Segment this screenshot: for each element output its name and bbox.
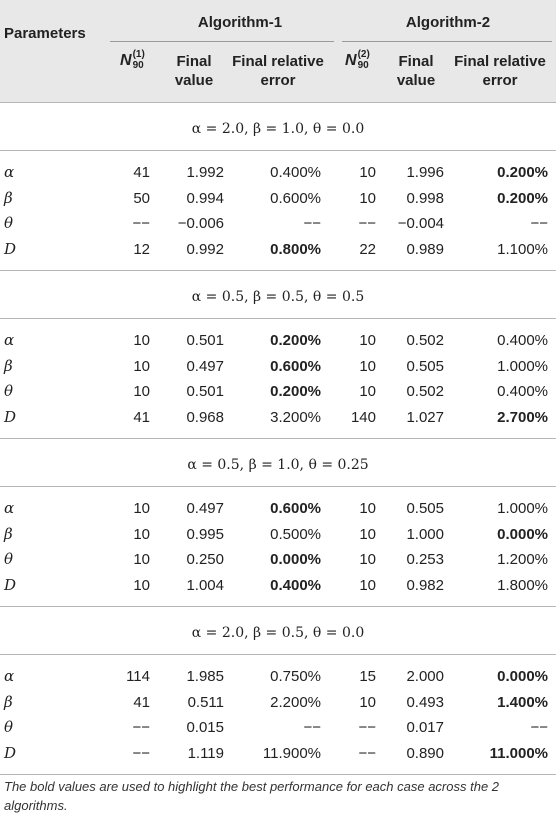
n90-2-cell: 10 bbox=[359, 693, 376, 711]
final-value-2-cell: 1.000 bbox=[406, 525, 444, 543]
final-error-2-cell: 2.700% bbox=[497, 408, 548, 426]
final-value-2-cell: 0.253 bbox=[406, 551, 444, 568]
n90-1-cell: 41 bbox=[133, 408, 150, 426]
final-error-1-cell: 0.600% bbox=[270, 357, 321, 375]
case-label: α = 0.5, β = 0.5, θ = 0.5 bbox=[191, 289, 365, 305]
final-error-2-cell: 1.100% bbox=[497, 240, 548, 258]
n90-2-cell: 10 bbox=[359, 551, 376, 568]
algorithm-1-underline bbox=[110, 41, 334, 42]
table-row bbox=[0, 740, 556, 767]
final-error-2-cell: 1.800% bbox=[497, 576, 548, 594]
final-value-2-cell: 0.502 bbox=[406, 332, 444, 349]
final-error-1-cell: 2.200% bbox=[270, 693, 321, 711]
algorithm-2-underline bbox=[342, 41, 552, 42]
n90-2-cell: −− bbox=[358, 215, 376, 232]
final-relative-error-1-header: Final relative error bbox=[232, 53, 324, 89]
table-row bbox=[0, 714, 556, 741]
parameter-cell: D bbox=[4, 575, 17, 594]
n90-1-cell: 50 bbox=[133, 189, 150, 207]
n90-2-cell: 10 bbox=[359, 383, 376, 400]
n90-2-header: N (2) 90 bbox=[345, 49, 370, 71]
parameter-cell: θ bbox=[4, 718, 14, 736]
final-value-2-header: Final value bbox=[396, 53, 436, 89]
n90-1-cell: 41 bbox=[133, 693, 150, 711]
final-value-1-cell: 0.511 bbox=[187, 693, 224, 711]
table-footnote: The bold values are used to highlight the best performance for each case across the 2 algorithms. bbox=[4, 779, 500, 813]
n90-1-cell: 10 bbox=[133, 383, 150, 400]
final-value-1-cell: 1.985 bbox=[186, 668, 224, 685]
final-error-2-cell: 0.000% bbox=[497, 668, 548, 685]
final-value-2-cell: 0.998 bbox=[406, 189, 444, 207]
n90-2-cell: −− bbox=[358, 719, 376, 736]
parameter-cell: D bbox=[4, 239, 17, 258]
divider bbox=[0, 486, 556, 487]
final-error-2-cell: 0.400% bbox=[497, 332, 548, 349]
final-error-2-cell: 0.200% bbox=[497, 189, 548, 207]
divider bbox=[0, 102, 556, 103]
table-row bbox=[0, 185, 556, 212]
parameter-cell: β bbox=[4, 524, 13, 543]
final-error-2-cell: 1.000% bbox=[497, 500, 548, 517]
divider bbox=[0, 654, 556, 655]
n90-2-cell: 22 bbox=[359, 240, 376, 258]
final-error-2-cell: 1.200% bbox=[497, 551, 548, 568]
final-value-1-cell: 0.501 bbox=[186, 383, 224, 400]
final-value-1-cell: 0.497 bbox=[186, 357, 224, 375]
final-error-2-cell: −− bbox=[530, 719, 548, 736]
table-row bbox=[0, 159, 556, 186]
final-value-2-cell: 2.000 bbox=[406, 668, 444, 685]
parameter-cell: α bbox=[4, 667, 15, 685]
final-value-1-header: Final value bbox=[174, 53, 214, 89]
final-error-1-cell: 0.000% bbox=[270, 551, 321, 568]
table-row bbox=[0, 327, 556, 354]
parameter-cell: D bbox=[4, 743, 17, 762]
parameter-cell: θ bbox=[4, 550, 14, 568]
final-error-1-cell: 0.600% bbox=[270, 189, 321, 207]
n90-1-cell: 10 bbox=[133, 525, 150, 543]
n90-1-cell: 10 bbox=[133, 357, 150, 375]
final-error-1-cell: 0.750% bbox=[270, 668, 321, 685]
case-label: α = 2.0, β = 0.5, θ = 0.0 bbox=[191, 625, 365, 641]
case-label: α = 0.5, β = 1.0, θ = 0.25 bbox=[187, 457, 369, 473]
parameter-cell: α bbox=[4, 331, 15, 349]
final-error-1-cell: 0.400% bbox=[270, 164, 321, 181]
table-row bbox=[0, 353, 556, 380]
final-value-1-cell: 0.250 bbox=[186, 551, 224, 568]
final-error-1-cell: 0.800% bbox=[270, 240, 321, 258]
parameter-cell: D bbox=[4, 407, 17, 426]
final-value-1-cell: 1.992 bbox=[186, 164, 224, 181]
table-row bbox=[0, 572, 556, 599]
final-value-2-cell: 0.505 bbox=[406, 357, 444, 375]
final-value-2-cell: 0.493 bbox=[406, 693, 444, 711]
final-value-2-cell: 1.027 bbox=[406, 408, 444, 426]
table-row bbox=[0, 236, 556, 263]
n90-1-cell: −− bbox=[132, 719, 150, 736]
final-value-1-cell: 0.501 bbox=[186, 332, 224, 349]
parameters-header: Parameters bbox=[4, 25, 86, 42]
final-value-2-cell: 0.017 bbox=[406, 719, 444, 736]
final-relative-error-2-header: Final relative error bbox=[454, 53, 546, 89]
n90-1-cell: 10 bbox=[133, 500, 150, 517]
final-value-1-cell: 0.992 bbox=[186, 240, 224, 258]
n90-2-cell: 10 bbox=[359, 357, 376, 375]
parameter-cell: θ bbox=[4, 382, 14, 400]
final-value-1-cell: 0.497 bbox=[186, 500, 224, 517]
final-value-1-cell: 0.015 bbox=[186, 719, 224, 736]
divider bbox=[0, 606, 556, 607]
n90-1-cell: 12 bbox=[133, 240, 150, 258]
divider bbox=[0, 318, 556, 319]
final-error-2-cell: 0.400% bbox=[497, 383, 548, 400]
final-value-2-cell: 0.890 bbox=[406, 744, 444, 762]
table-row bbox=[0, 663, 556, 690]
parameter-cell: α bbox=[4, 499, 15, 517]
final-error-2-cell: −− bbox=[530, 215, 548, 232]
n90-1-cell: 10 bbox=[133, 332, 150, 349]
divider bbox=[0, 438, 556, 439]
n90-2-cell: 10 bbox=[359, 576, 376, 594]
table-row bbox=[0, 210, 556, 237]
final-value-1-cell: 0.994 bbox=[186, 189, 224, 207]
n90-2-cell: 140 bbox=[350, 408, 376, 426]
parameter-cell: θ bbox=[4, 214, 14, 232]
final-error-2-cell: 0.200% bbox=[497, 164, 548, 181]
n90-1-cell: 41 bbox=[133, 164, 150, 181]
final-value-2-cell: −0.004 bbox=[397, 215, 444, 232]
final-error-1-cell: −− bbox=[303, 215, 321, 232]
table-row bbox=[0, 546, 556, 573]
divider bbox=[0, 774, 556, 775]
table-row bbox=[0, 689, 556, 716]
parameter-cell: β bbox=[4, 356, 13, 375]
n90-1-header: N (1) 90 bbox=[120, 49, 145, 71]
n90-1-cell: −− bbox=[132, 215, 150, 232]
algorithm-1-header: Algorithm-1 bbox=[197, 14, 283, 31]
final-value-1-cell: −0.006 bbox=[177, 215, 224, 232]
n90-2-cell: 15 bbox=[359, 668, 376, 685]
final-error-1-cell: 0.200% bbox=[270, 383, 321, 400]
final-error-1-cell: 0.200% bbox=[270, 332, 321, 349]
final-value-2-cell: 1.996 bbox=[406, 164, 444, 181]
parameter-cell: β bbox=[4, 692, 13, 711]
final-error-2-cell: 1.000% bbox=[497, 357, 548, 375]
n90-2-cell: 10 bbox=[359, 500, 376, 517]
final-error-1-cell: 3.200% bbox=[270, 408, 321, 426]
parameter-cell: β bbox=[4, 188, 13, 207]
final-value-1-cell: 0.995 bbox=[186, 525, 224, 543]
final-value-2-cell: 0.505 bbox=[406, 500, 444, 517]
n90-2-cell: 10 bbox=[359, 332, 376, 349]
final-value-2-cell: 0.982 bbox=[406, 576, 444, 594]
parameter-cell: α bbox=[4, 163, 15, 181]
final-error-1-cell: 0.400% bbox=[270, 576, 321, 594]
table-row bbox=[0, 378, 556, 405]
n90-1-cell: −− bbox=[132, 744, 150, 762]
final-value-2-cell: 0.989 bbox=[406, 240, 444, 258]
case-label: α = 2.0, β = 1.0, θ = 0.0 bbox=[191, 121, 365, 137]
final-error-2-cell: 0.000% bbox=[497, 525, 548, 543]
table-header bbox=[0, 0, 556, 102]
n90-1-cell: 10 bbox=[133, 551, 150, 568]
final-value-1-cell: 0.968 bbox=[186, 408, 224, 426]
table-row bbox=[0, 521, 556, 548]
n90-1-cell: 114 bbox=[126, 668, 150, 685]
final-value-1-cell: 1.119 bbox=[187, 744, 224, 762]
final-value-1-cell: 1.004 bbox=[186, 576, 224, 594]
final-error-1-cell: −− bbox=[303, 719, 321, 736]
final-error-1-cell: 0.600% bbox=[270, 500, 321, 517]
n90-2-cell: −− bbox=[358, 744, 376, 762]
algorithm-2-header: Algorithm-2 bbox=[405, 14, 491, 31]
final-error-2-cell: 11.000% bbox=[489, 744, 548, 762]
n90-2-cell: 10 bbox=[359, 189, 376, 207]
final-value-2-cell: 0.502 bbox=[406, 383, 444, 400]
divider bbox=[0, 150, 556, 151]
n90-2-cell: 10 bbox=[359, 525, 376, 543]
n90-1-cell: 10 bbox=[133, 576, 150, 594]
final-error-1-cell: 0.500% bbox=[270, 525, 321, 543]
n90-2-cell: 10 bbox=[359, 164, 376, 181]
table-row bbox=[0, 404, 556, 431]
final-error-2-cell: 1.400% bbox=[497, 693, 548, 711]
table-row bbox=[0, 495, 556, 522]
final-error-1-cell: 11.900% bbox=[262, 744, 321, 762]
divider bbox=[0, 270, 556, 271]
